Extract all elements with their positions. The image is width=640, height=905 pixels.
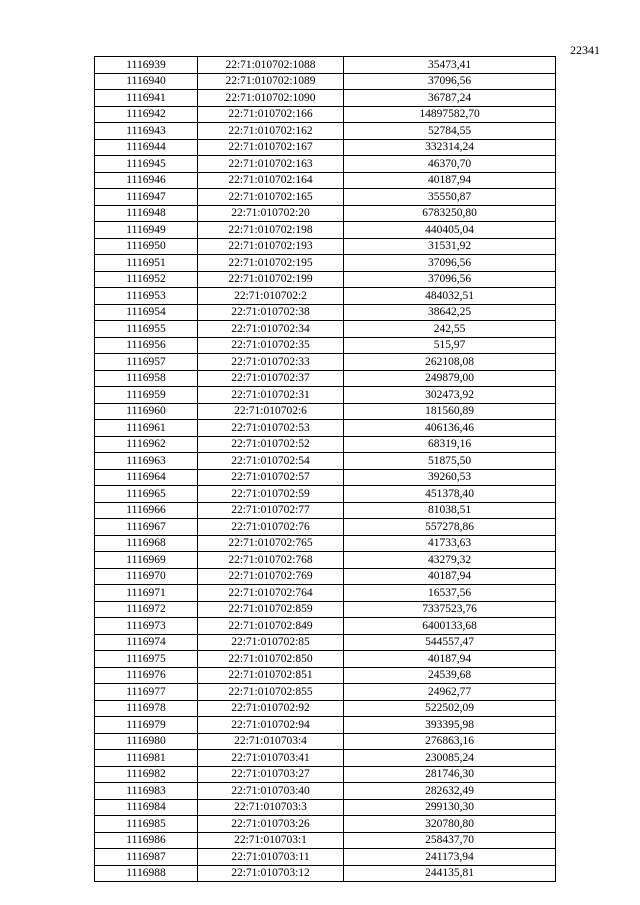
page-number: 22341: [570, 43, 600, 57]
table-row: [95, 90, 556, 107]
cadastral-number-cell: 22:71:010702:33: [198, 354, 344, 371]
cadastral-number-cell: 22:71:010702:52: [198, 436, 344, 453]
table-row: [95, 222, 556, 239]
table-row: [95, 189, 556, 206]
row-number-cell: 1116965: [95, 486, 198, 503]
cadastral-value-cell: 41733,63: [344, 535, 556, 552]
cadastral-number-cell: 22:71:010703:11: [198, 849, 344, 866]
cadastral-value-cell: 37096,56: [344, 271, 556, 288]
row-number-cell: 1116945: [95, 156, 198, 173]
cadastral-number-cell: 22:71:010702:6: [198, 403, 344, 420]
cadastral-number-cell: 22:71:010702:35: [198, 337, 344, 354]
cadastral-number-cell: 22:71:010703:27: [198, 766, 344, 783]
cadastral-value-cell: 46370,70: [344, 156, 556, 173]
cadastral-value-cell: 262108,08: [344, 354, 556, 371]
cadastral-number-cell: 22:71:010702:54: [198, 453, 344, 470]
row-number-cell: 1116951: [95, 255, 198, 272]
cadastral-value-cell: 522502,09: [344, 700, 556, 717]
row-number-cell: 1116976: [95, 667, 198, 684]
cadastral-number-cell: 22:71:010702:31: [198, 387, 344, 404]
cadastral-value-cell: 43279,32: [344, 552, 556, 569]
cadastral-value-cell: 276863,16: [344, 733, 556, 750]
cadastral-value-cell: 35473,41: [344, 57, 556, 74]
cadastral-number-cell: 22:71:010702:38: [198, 304, 344, 321]
cadastral-number-cell: 22:71:010702:199: [198, 271, 344, 288]
table-row: [95, 57, 556, 74]
cadastral-value-cell: 393395,98: [344, 717, 556, 734]
cadastral-number-cell: 22:71:010703:40: [198, 783, 344, 800]
cadastral-number-cell: 22:71:010702:57: [198, 469, 344, 486]
row-number-cell: 1116978: [95, 700, 198, 717]
cadastral-value-cell: 6400133,68: [344, 618, 556, 635]
row-number-cell: 1116947: [95, 189, 198, 206]
row-number-cell: 1116974: [95, 634, 198, 651]
table-row: [95, 700, 556, 717]
cadastral-value-cell: 40187,94: [344, 172, 556, 189]
table-row: [95, 271, 556, 288]
cadastral-number-cell: 22:71:010702:855: [198, 684, 344, 701]
row-number-cell: 1116957: [95, 354, 198, 371]
table-row: [95, 288, 556, 305]
cadastral-number-cell: 22:71:010703:1: [198, 832, 344, 849]
row-number-cell: 1116944: [95, 139, 198, 156]
cadastral-number-cell: 22:71:010702:1089: [198, 73, 344, 90]
cadastral-number-cell: 22:71:010702:768: [198, 552, 344, 569]
row-number-cell: 1116941: [95, 90, 198, 107]
table-row: [95, 816, 556, 833]
row-number-cell: 1116954: [95, 304, 198, 321]
cadastral-value-cell: 52784,55: [344, 123, 556, 140]
cadastral-value-cell: 249879,00: [344, 370, 556, 387]
row-number-cell: 1116970: [95, 568, 198, 585]
cadastral-value-cell: 37096,56: [344, 73, 556, 90]
cadastral-value-cell: 299130,30: [344, 799, 556, 816]
table-row: [95, 255, 556, 272]
cadastral-number-cell: 22:71:010702:20: [198, 205, 344, 222]
row-number-cell: 1116948: [95, 205, 198, 222]
table-row: [95, 799, 556, 816]
cadastral-number-cell: 22:71:010702:1088: [198, 57, 344, 74]
cadastral-number-cell: 22:71:010702:34: [198, 321, 344, 338]
cadastral-value-cell: 515,97: [344, 337, 556, 354]
row-number-cell: 1116960: [95, 403, 198, 420]
row-number-cell: 1116980: [95, 733, 198, 750]
row-number-cell: 1116958: [95, 370, 198, 387]
cadastral-number-cell: 22:71:010702:1090: [198, 90, 344, 107]
cadastral-number-cell: 22:71:010703:12: [198, 865, 344, 882]
cadastral-number-cell: 22:71:010703:26: [198, 816, 344, 833]
table-row: [95, 205, 556, 222]
cadastral-value-cell: 440405,04: [344, 222, 556, 239]
cadastral-number-cell: 22:71:010702:764: [198, 585, 344, 602]
cadastral-number-cell: 22:71:010702:198: [198, 222, 344, 239]
cadastral-number-cell: 22:71:010702:859: [198, 601, 344, 618]
table-row: [95, 750, 556, 767]
row-number-cell: 1116943: [95, 123, 198, 140]
cadastral-value-cell: 258437,70: [344, 832, 556, 849]
cadastral-value-cell: 40187,94: [344, 568, 556, 585]
cadastral-number-cell: 22:71:010703:3: [198, 799, 344, 816]
cadastral-value-cell: 332314,24: [344, 139, 556, 156]
table-row: [95, 832, 556, 849]
cadastral-value-cell: 181560,89: [344, 403, 556, 420]
cadastral-value-cell: 320780,80: [344, 816, 556, 833]
cadastral-number-cell: 22:71:010702:851: [198, 667, 344, 684]
table-row: [95, 849, 556, 866]
cadastral-value-cell: 451378,40: [344, 486, 556, 503]
row-number-cell: 1116942: [95, 106, 198, 123]
row-number-cell: 1116973: [95, 618, 198, 635]
cadastral-number-cell: 22:71:010702:165: [198, 189, 344, 206]
cadastral-number-cell: 22:71:010702:167: [198, 139, 344, 156]
cadastral-value-cell: 282632,49: [344, 783, 556, 800]
cadastral-number-cell: 22:71:010702:166: [198, 106, 344, 123]
table-row: [95, 733, 556, 750]
row-number-cell: 1116956: [95, 337, 198, 354]
table-row: [95, 337, 556, 354]
cadastral-value-cell: 40187,94: [344, 651, 556, 668]
row-number-cell: 1116967: [95, 519, 198, 536]
row-number-cell: 1116961: [95, 420, 198, 437]
table-body: [95, 57, 556, 882]
cadastral-value-cell: 544557,47: [344, 634, 556, 651]
row-number-cell: 1116964: [95, 469, 198, 486]
cadastral-value-cell: 24539,68: [344, 667, 556, 684]
table-row: [95, 684, 556, 701]
row-number-cell: 1116971: [95, 585, 198, 602]
table-row: [95, 766, 556, 783]
table-row: [95, 304, 556, 321]
row-number-cell: 1116985: [95, 816, 198, 833]
cadastral-number-cell: 22:71:010702:193: [198, 238, 344, 255]
table-row: [95, 436, 556, 453]
row-number-cell: 1116977: [95, 684, 198, 701]
row-number-cell: 1116972: [95, 601, 198, 618]
row-number-cell: 1116981: [95, 750, 198, 767]
cadastral-number-cell: 22:71:010702:2: [198, 288, 344, 305]
cadastral-number-cell: 22:71:010702:195: [198, 255, 344, 272]
cadastral-number-cell: 22:71:010702:163: [198, 156, 344, 173]
row-number-cell: 1116979: [95, 717, 198, 734]
row-number-cell: 1116963: [95, 453, 198, 470]
table-row: [95, 618, 556, 635]
cadastral-value-cell: 244135,81: [344, 865, 556, 882]
table-row: [95, 601, 556, 618]
row-number-cell: 1116962: [95, 436, 198, 453]
cadastral-value-cell: 36787,24: [344, 90, 556, 107]
row-number-cell: 1116946: [95, 172, 198, 189]
cadastral-value-cell: 281746,30: [344, 766, 556, 783]
cadastral-value-table: [94, 56, 556, 882]
row-number-cell: 1116940: [95, 73, 198, 90]
cadastral-number-cell: 22:71:010702:769: [198, 568, 344, 585]
cadastral-value-cell: 7337523,76: [344, 601, 556, 618]
table-row: [95, 172, 556, 189]
table-row: [95, 585, 556, 602]
cadastral-number-cell: 22:71:010702:53: [198, 420, 344, 437]
cadastral-value-cell: 16537,56: [344, 585, 556, 602]
cadastral-value-cell: 242,55: [344, 321, 556, 338]
table-row: [95, 73, 556, 90]
table-row: [95, 568, 556, 585]
cadastral-value-cell: 68319,16: [344, 436, 556, 453]
cadastral-value-cell: 6783250,80: [344, 205, 556, 222]
cadastral-number-cell: 22:71:010702:37: [198, 370, 344, 387]
cadastral-number-cell: 22:71:010702:94: [198, 717, 344, 734]
cadastral-number-cell: 22:71:010702:765: [198, 535, 344, 552]
table-row: [95, 865, 556, 882]
table-row: [95, 139, 556, 156]
cadastral-value-cell: 406136,46: [344, 420, 556, 437]
table-row: [95, 552, 556, 569]
table-row: [95, 106, 556, 123]
table-row: [95, 387, 556, 404]
row-number-cell: 1116959: [95, 387, 198, 404]
table-row: [95, 486, 556, 503]
table-row: [95, 634, 556, 651]
cadastral-value-cell: 37096,56: [344, 255, 556, 272]
table-row: [95, 354, 556, 371]
cadastral-value-cell: 557278,86: [344, 519, 556, 536]
row-number-cell: 1116975: [95, 651, 198, 668]
cadastral-number-cell: 22:71:010703:4: [198, 733, 344, 750]
row-number-cell: 1116968: [95, 535, 198, 552]
row-number-cell: 1116988: [95, 865, 198, 882]
table-row: [95, 469, 556, 486]
table-row: [95, 717, 556, 734]
cadastral-number-cell: 22:71:010702:850: [198, 651, 344, 668]
row-number-cell: 1116983: [95, 783, 198, 800]
row-number-cell: 1116939: [95, 57, 198, 74]
row-number-cell: 1116955: [95, 321, 198, 338]
table-row: [95, 123, 556, 140]
table-row: [95, 535, 556, 552]
cadastral-number-cell: 22:71:010702:76: [198, 519, 344, 536]
row-number-cell: 1116966: [95, 502, 198, 519]
table-row: [95, 519, 556, 536]
table-row: [95, 651, 556, 668]
cadastral-value-cell: 39260,53: [344, 469, 556, 486]
cadastral-number-cell: 22:71:010702:59: [198, 486, 344, 503]
row-number-cell: 1116952: [95, 271, 198, 288]
table-row: [95, 238, 556, 255]
cadastral-value-cell: 35550,87: [344, 189, 556, 206]
cadastral-number-cell: 22:71:010702:164: [198, 172, 344, 189]
table-row: [95, 420, 556, 437]
cadastral-value-cell: 14897582,70: [344, 106, 556, 123]
cadastral-number-cell: 22:71:010702:849: [198, 618, 344, 635]
cadastral-number-cell: 22:71:010702:85: [198, 634, 344, 651]
row-number-cell: 1116986: [95, 832, 198, 849]
table-row: [95, 453, 556, 470]
cadastral-value-cell: 230085,24: [344, 750, 556, 767]
cadastral-value-cell: 484032,51: [344, 288, 556, 305]
row-number-cell: 1116949: [95, 222, 198, 239]
table-row: [95, 156, 556, 173]
table-row: [95, 370, 556, 387]
row-number-cell: 1116950: [95, 238, 198, 255]
table-row: [95, 321, 556, 338]
row-number-cell: 1116953: [95, 288, 198, 305]
cadastral-value-cell: 81038,51: [344, 502, 556, 519]
table-row: [95, 667, 556, 684]
cadastral-value-cell: 241173,94: [344, 849, 556, 866]
cadastral-value-cell: 51875,50: [344, 453, 556, 470]
row-number-cell: 1116969: [95, 552, 198, 569]
row-number-cell: 1116984: [95, 799, 198, 816]
cadastral-value-cell: 38642,25: [344, 304, 556, 321]
row-number-cell: 1116982: [95, 766, 198, 783]
table-row: [95, 403, 556, 420]
cadastral-number-cell: 22:71:010702:162: [198, 123, 344, 140]
cadastral-value-cell: 24962,77: [344, 684, 556, 701]
cadastral-number-cell: 22:71:010703:41: [198, 750, 344, 767]
table-row: [95, 783, 556, 800]
cadastral-number-cell: 22:71:010702:77: [198, 502, 344, 519]
cadastral-number-cell: 22:71:010702:92: [198, 700, 344, 717]
table-row: [95, 502, 556, 519]
cadastral-value-cell: 31531,92: [344, 238, 556, 255]
row-number-cell: 1116987: [95, 849, 198, 866]
cadastral-value-cell: 302473,92: [344, 387, 556, 404]
